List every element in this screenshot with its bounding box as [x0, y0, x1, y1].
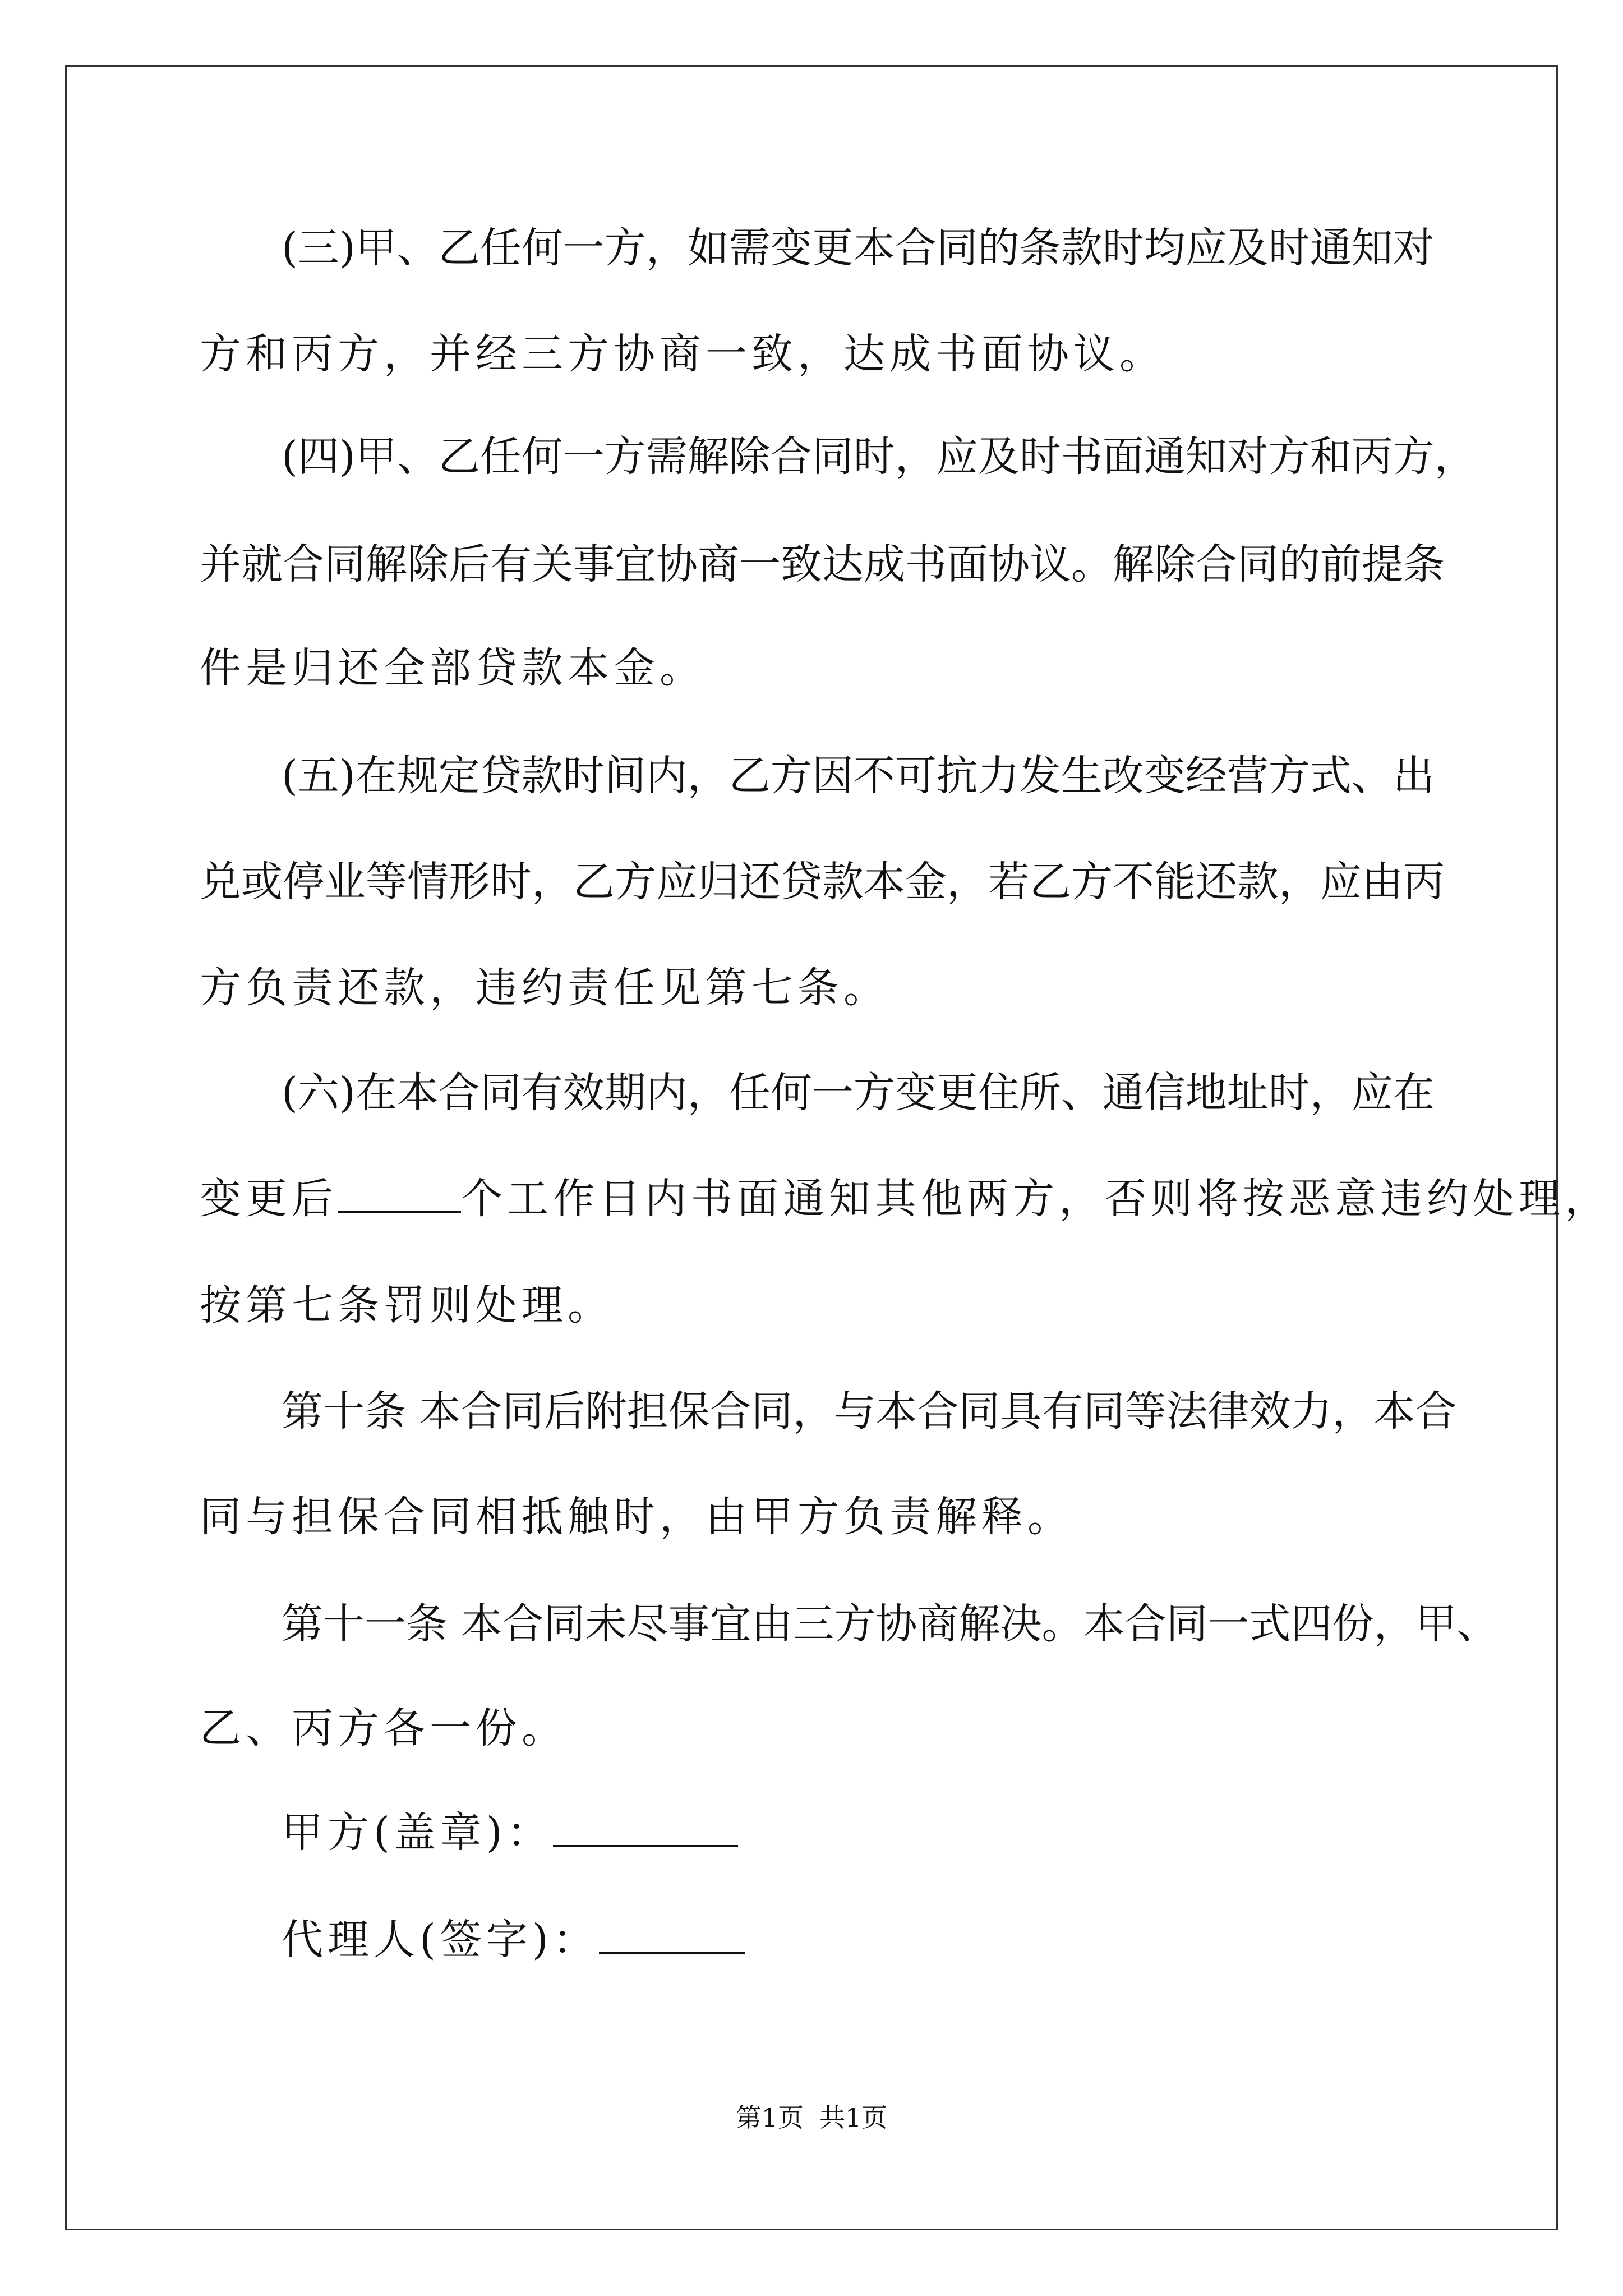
clause-6-text-before-blank: 变更后	[200, 1175, 338, 1223]
party-a-seal-field[interactable]	[553, 1806, 738, 1847]
clause-5-line-3: 方负责还款，违约责任见第七条。	[200, 964, 889, 1012]
page-number-current: 第1页	[735, 2102, 804, 2133]
page-number-total: 共1页	[819, 2102, 888, 2133]
days-blank-field[interactable]	[338, 1172, 461, 1213]
clause-4-line-2: 并就合同解除后有关事宜协商一致达成书面协议。解除合同的前提条	[200, 540, 1445, 588]
article-10-line-1: 第十条 本合同后附担保合同，与本合同具有同等法律效力，本合	[282, 1387, 1457, 1435]
clause-3-line-2: 方和丙方，并经三方协商一致，达成书面协议。	[200, 330, 1165, 378]
party-a-signature-line	[282, 1805, 738, 1861]
agent-signature-line	[282, 1912, 745, 1968]
agent-label: 代理人(签字)：	[282, 1916, 599, 1964]
clause-5-line-2: 兑或停业等情形时，乙方应归还贷款本金，若乙方不能还款，应由丙	[200, 858, 1445, 906]
article-11-line-2: 乙、丙方各一份。	[200, 1704, 568, 1752]
party-a-label: 甲方(盖章)：	[282, 1809, 553, 1857]
page-footer	[0, 2101, 1623, 2134]
article-10-line-2: 同与担保合同相抵触时，由甲方负责解释。	[200, 1493, 1073, 1541]
clause-5-line-1: (五)在规定贷款时间内，乙方因不可抗力发生改变经营方式、出	[282, 752, 1435, 800]
page-border	[65, 65, 1558, 2230]
clause-3-line-1: (三)甲、乙任何一方，如需变更本合同的条款时均应及时通知对	[282, 224, 1435, 272]
clause-6-line-3: 按第七条罚则处理。	[200, 1281, 614, 1329]
clause-4-line-3: 件是归还全部贷款本金。	[200, 644, 706, 692]
clause-4-line-1: (四)甲、乙任何一方需解除合同时，应及时书面通知对方和丙方，	[282, 432, 1476, 481]
clause-6-text-after-blank: 个工作日内书面通知其他两方，否则将按恶意违约处理，	[461, 1175, 1611, 1223]
clause-6-line-2	[200, 1171, 1611, 1227]
article-11-line-1: 第十一条 本合同未尽事宜由三方协商解决。本合同一式四份，甲、	[282, 1600, 1498, 1648]
clause-6-line-1: (六)在本合同有效期内，任何一方变更住所、通信地址时，应在	[282, 1069, 1435, 1117]
agent-signature-field[interactable]	[599, 1913, 745, 1954]
